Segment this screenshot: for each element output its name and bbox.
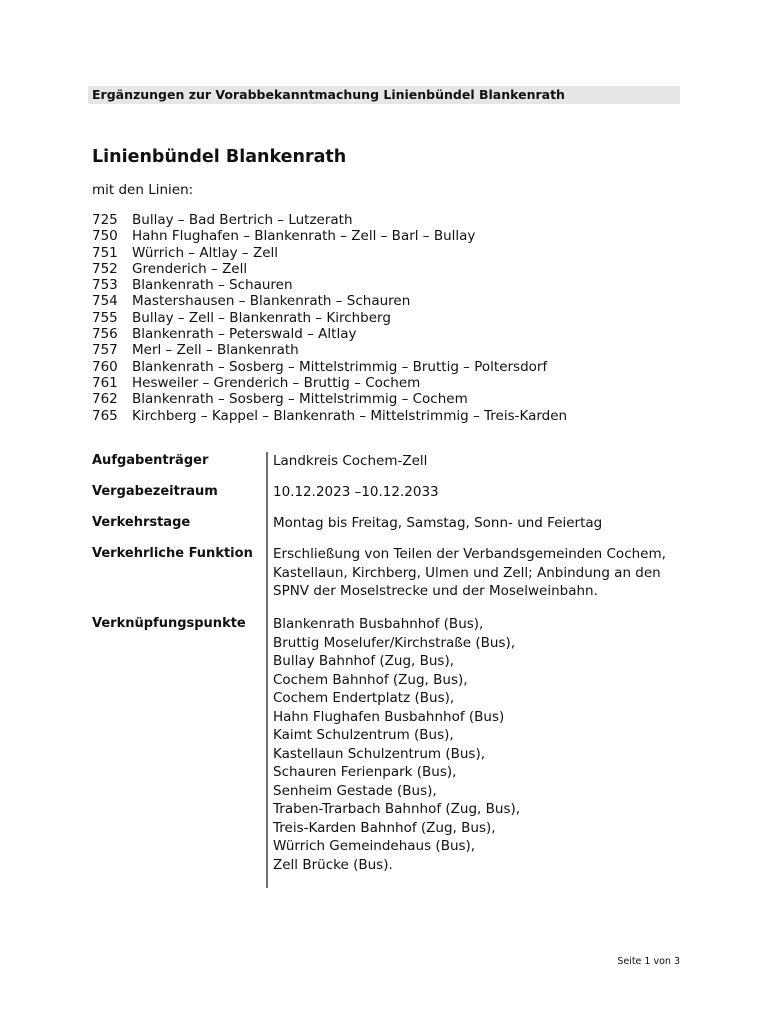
document-title: Linienbündel Blankenrath bbox=[92, 147, 347, 167]
connection-point: Schauren Ferienpark (Bus), bbox=[273, 764, 457, 780]
line-row bbox=[92, 375, 567, 391]
line-row bbox=[92, 359, 567, 375]
line-number: 760 bbox=[92, 358, 118, 375]
connection-point: Blankenrath Busbahnhof (Bus), bbox=[273, 616, 484, 632]
detail-label: Verkehrstage bbox=[92, 515, 191, 530]
detail-value: 10.12.2023 –10.12.2033 bbox=[273, 484, 439, 500]
detail-value: Landkreis Cochem-Zell bbox=[273, 453, 428, 469]
connection-point: Traben-Trarbach Bahnhof (Zug, Bus), bbox=[273, 801, 521, 817]
line-number: 750 bbox=[92, 228, 118, 245]
page-indicator: Seite 1 von 3 bbox=[617, 956, 680, 967]
header-bar bbox=[88, 86, 680, 104]
detail-label: Verknüpfungspunkte bbox=[92, 616, 246, 631]
line-route: Blankenrath – Sosberg – Mittelstrimmig – Bruttig – Poltersdorf bbox=[132, 358, 548, 375]
line-row bbox=[92, 228, 567, 244]
detail-value bbox=[273, 545, 678, 601]
line-route: Blankenrath – Peterswald – Altlay bbox=[132, 326, 357, 343]
line-row bbox=[92, 293, 567, 309]
line-number: 753 bbox=[92, 277, 118, 294]
line-row bbox=[92, 277, 567, 293]
line-route: Bullay – Zell – Blankenrath – Kirchberg bbox=[132, 309, 391, 326]
detail-value: Montag bis Freitag, Samstag, Sonn- und Feiertag bbox=[273, 515, 603, 531]
connection-point: Bruttig Moselufer/Kirchstraße (Bus), bbox=[273, 634, 516, 651]
line-row bbox=[92, 391, 567, 407]
line-route: Bullay – Bad Bertrich – Lutzerath bbox=[132, 212, 353, 228]
detail-label: Aufgabenträger bbox=[92, 453, 209, 468]
line-route: Blankenrath – Schauren bbox=[132, 277, 293, 294]
connection-point: Senheim Gestade (Bus), bbox=[273, 782, 437, 799]
detail-label: Verkehrliche Funktion bbox=[92, 546, 253, 561]
column-divider bbox=[266, 452, 268, 888]
line-number: 761 bbox=[92, 374, 118, 391]
connection-point: Hahn Flughafen Busbahnhof (Bus) bbox=[273, 708, 505, 725]
line-row bbox=[92, 310, 567, 326]
line-route: Blankenrath – Sosberg – Mittelstrimmig – Cochem bbox=[132, 391, 468, 408]
connection-point: Treis-Karden Bahnhof (Zug, Bus), bbox=[273, 819, 496, 836]
connection-point: Cochem Endertplatz (Bus), bbox=[273, 690, 455, 706]
lines-intro: mit den Linien: bbox=[92, 182, 194, 198]
line-row bbox=[92, 261, 567, 277]
line-row bbox=[92, 342, 567, 358]
connection-point: Würrich Gemeindehaus (Bus), bbox=[273, 838, 476, 854]
line-route: Würrich – Altlay – Zell bbox=[132, 244, 279, 261]
line-number: 751 bbox=[92, 244, 118, 261]
line-number: 757 bbox=[92, 342, 118, 359]
header-title: Ergänzungen zur Vorabbekanntmachung Linienbündel Blankenrath bbox=[92, 87, 565, 102]
detail-label: Vergabezeitraum bbox=[92, 484, 218, 499]
line-route: Kirchberg – Kappel – Blankenrath – Mittelstrimmig – Treis-Karden bbox=[132, 407, 568, 424]
line-route: Hahn Flughafen – Blankenrath – Zell – Barl – Bullay bbox=[132, 228, 476, 245]
line-route: Grenderich – Zell bbox=[132, 260, 248, 277]
function-text-line: SPNV der Moselstrecke und der Moselweinbahn. bbox=[273, 583, 598, 599]
line-number: 755 bbox=[92, 309, 118, 326]
line-number: 756 bbox=[92, 326, 118, 343]
line-row bbox=[92, 326, 567, 342]
function-text-line: Kastellaun, Kirchberg, Ulmen und Zell; Anbindung an den bbox=[273, 564, 661, 581]
connection-point: Kastellaun Schulzentrum (Bus), bbox=[273, 745, 486, 762]
line-number: 762 bbox=[92, 391, 118, 408]
connection-point: Bullay Bahnhof (Zug, Bus), bbox=[273, 653, 455, 669]
line-row bbox=[92, 408, 567, 424]
connection-point: Cochem Bahnhof (Zug, Bus), bbox=[273, 671, 468, 688]
line-number: 752 bbox=[92, 260, 118, 277]
line-route: Hesweiler – Grenderich – Bruttig – Cochem bbox=[132, 374, 421, 391]
function-text-line: Erschließung von Teilen der Verbandsgemeinden Cochem, bbox=[273, 546, 666, 562]
line-number: 765 bbox=[92, 407, 118, 424]
line-route: Mastershausen – Blankenrath – Schauren bbox=[132, 293, 411, 310]
line-number: 725 bbox=[92, 212, 118, 228]
line-row bbox=[92, 212, 567, 228]
connection-point: Zell Brücke (Bus). bbox=[273, 856, 393, 873]
line-row bbox=[92, 245, 567, 261]
detail-value bbox=[273, 615, 678, 874]
line-route: Merl – Zell – Blankenrath bbox=[132, 342, 299, 359]
line-number: 754 bbox=[92, 293, 118, 310]
connection-point: Kaimt Schulzentrum (Bus), bbox=[273, 727, 454, 743]
lines-list bbox=[92, 212, 567, 424]
